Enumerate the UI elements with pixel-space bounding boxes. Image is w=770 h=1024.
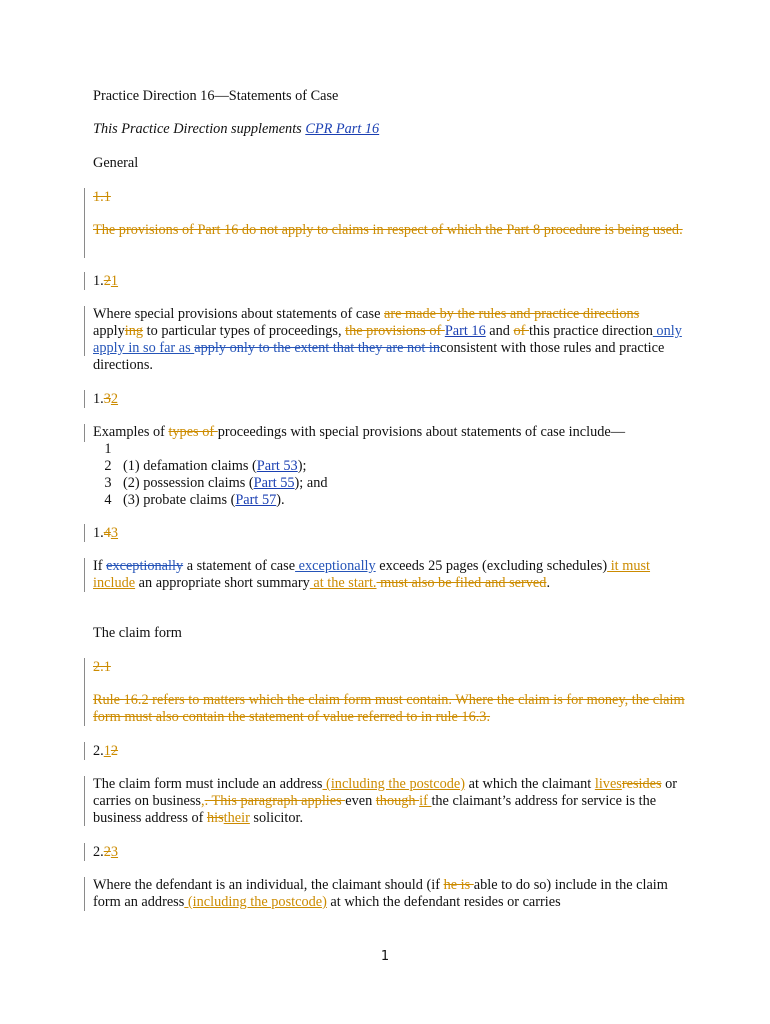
paragraph-number-2-1: 2.1 bbox=[93, 659, 111, 675]
paragraph-number-1-4: 1.43 bbox=[93, 525, 119, 541]
section-heading-claim-form: The claim form bbox=[93, 625, 182, 641]
paragraph-number-2-3: 2.23 bbox=[93, 844, 119, 860]
paragraph-2-2: The claim form must include an address (including the postcode) at which the claimant livesresides or carries on business,. This paragraph applies even though if the claimant’s address for service is the business address of histheir solicitor. bbox=[93, 776, 678, 826]
part-57-link[interactable]: Part 57 bbox=[235, 492, 277, 508]
cpr-part-16-link[interactable]: CPR Part 16 bbox=[305, 121, 380, 137]
document-title: Practice Direction 16—Statements of Case bbox=[93, 88, 339, 104]
paragraph-1-3: Examples of types of proceedings with special provisions about statements of case include— bbox=[93, 424, 626, 440]
paragraph-1-2: Where special provisions about statements of case are made by the rules and practice directions applying to particular types of proceedings, the provisions of Part 16 and of this practice direction only apply in so far as apply only to the extent that they are not inconsistent with those rules and practice directions. bbox=[93, 306, 682, 373]
part-16-link[interactable]: Part 16 bbox=[197, 222, 239, 238]
part-8-link[interactable]: Part 8 bbox=[506, 222, 541, 238]
list-item: 4 (3) probate claims (Part 57). bbox=[104, 492, 285, 508]
paragraph-number-1-3: 1.32 bbox=[93, 391, 119, 407]
change-bar bbox=[84, 524, 85, 542]
change-bar bbox=[84, 843, 85, 861]
part-55-link[interactable]: Part 55 bbox=[253, 475, 295, 491]
change-bar bbox=[84, 272, 85, 290]
examples-list bbox=[93, 441, 690, 509]
change-bar bbox=[84, 742, 85, 760]
list-item: 1 bbox=[104, 441, 112, 457]
change-bar bbox=[84, 306, 85, 356]
rule-16-3-link[interactable]: rule 16.3 bbox=[435, 709, 487, 725]
change-bar bbox=[84, 877, 85, 911]
section-heading-general: General bbox=[93, 155, 139, 171]
change-bar bbox=[84, 424, 85, 442]
rule-16-2-link[interactable]: Rule 16.2 bbox=[93, 692, 149, 708]
change-bar bbox=[84, 390, 85, 408]
change-bar bbox=[84, 658, 85, 726]
supplements-line: This Practice Direction supplements CPR Part 16 bbox=[93, 121, 380, 137]
page-number: 1 bbox=[380, 949, 390, 964]
change-bar bbox=[84, 188, 85, 258]
list-item: 3 (2) possession claims (Part 55); and bbox=[104, 475, 328, 491]
part-16-link[interactable]: Part 16 bbox=[444, 323, 486, 339]
list-item: 2 (1) defamation claims (Part 53); bbox=[104, 458, 307, 474]
paragraph-number-1-1: 1.1 bbox=[93, 189, 111, 205]
paragraph-1-4: If exceptionally a statement of case exceptionally exceeds 25 pages (excluding schedules) it must include an appropriate short summary at the start. must also be filed and served. bbox=[93, 558, 651, 591]
paragraph-number-1-2: 1.21 bbox=[93, 273, 119, 289]
paragraph-2-3: Where the defendant is an individual, the claimant should (if he is able to do so) include in the claim form an address (including the postcode) at which the defendant resides or carries bbox=[93, 877, 668, 910]
part-53-link[interactable]: Part 53 bbox=[256, 458, 298, 474]
change-bar bbox=[84, 558, 85, 592]
paragraph-1-1: The provisions of Part 16 do not apply to claims in respect of which the Part 8 procedure is being used. bbox=[93, 222, 683, 238]
paragraph-number-2-2: 2.12 bbox=[93, 743, 119, 759]
change-bar bbox=[84, 776, 85, 826]
paragraph-2-1: Rule 16.2 refers to matters which the claim form must contain. Where the claim is for money, the claim form must also contain the statement of value referred to in rule 16.3. bbox=[93, 692, 685, 725]
